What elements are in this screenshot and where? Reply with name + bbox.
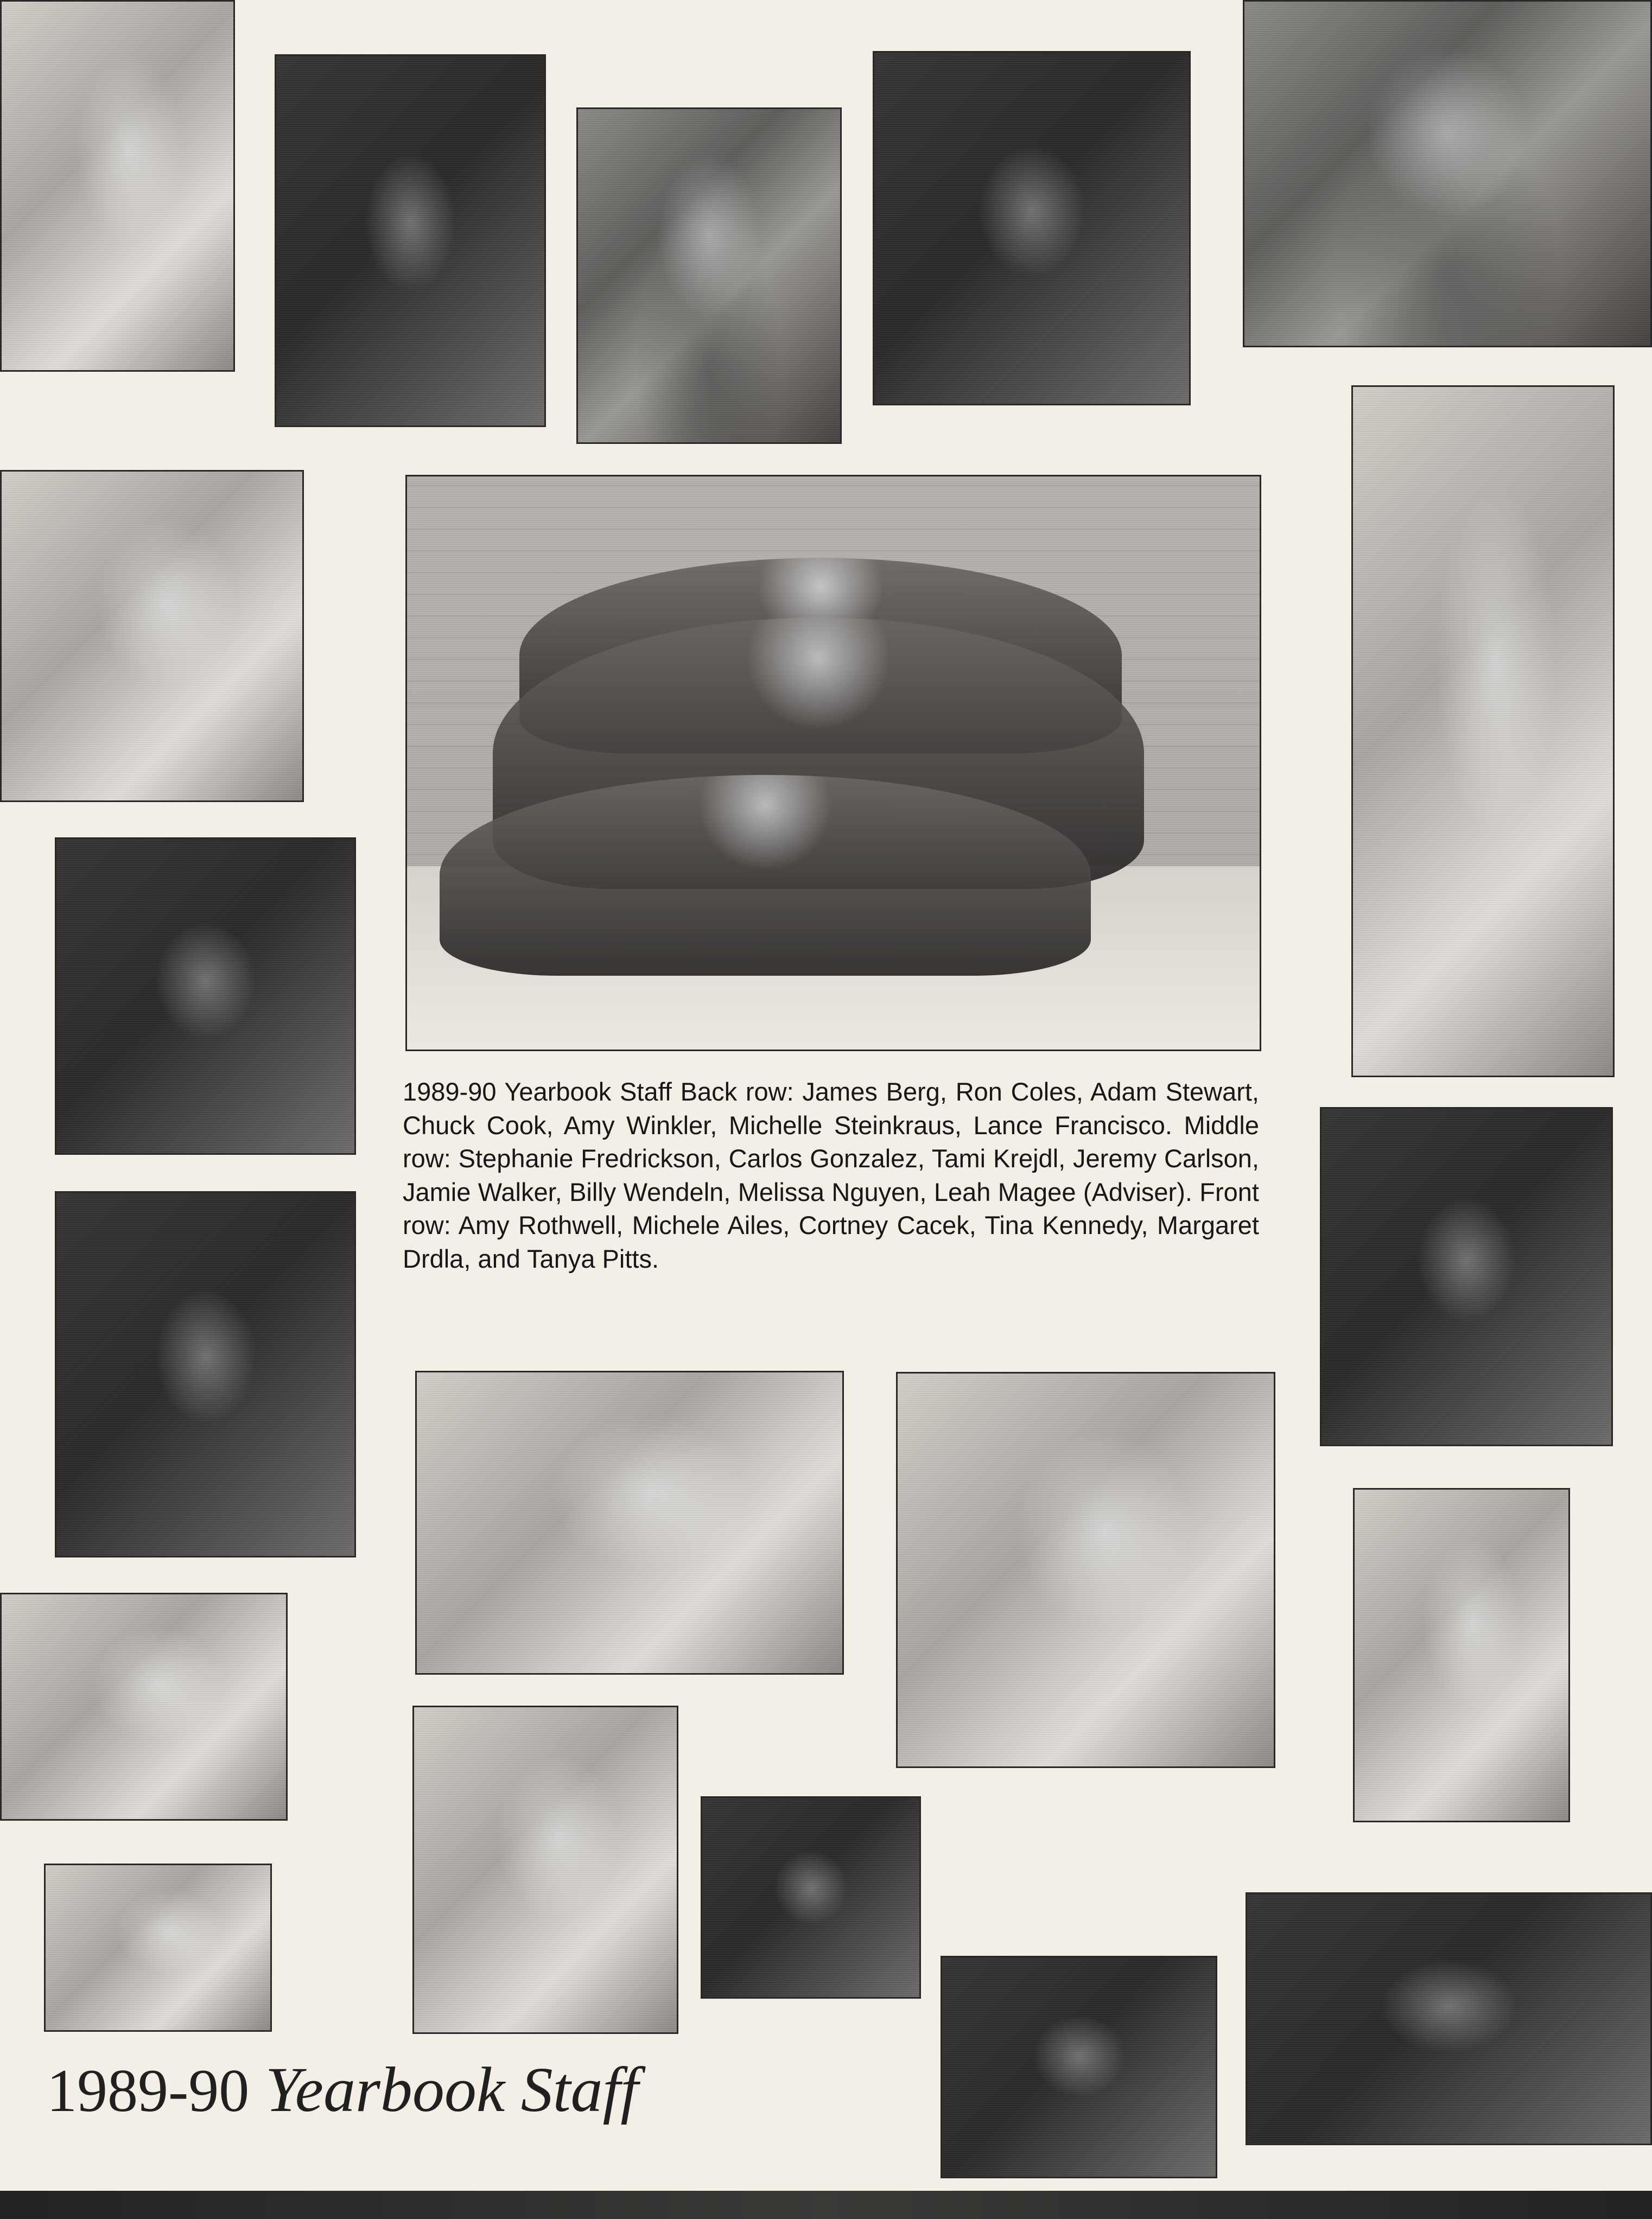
group-front-row	[440, 775, 1091, 976]
yearbook-staff-group-photo	[405, 475, 1261, 1051]
photo-center-students-at-table	[415, 1371, 844, 1675]
photo-left-student-at-desk	[0, 1593, 288, 1821]
photo-right-student-at-desk	[1353, 1488, 1570, 1822]
photo-center-girl-at-desk	[412, 1706, 678, 2034]
photo-top-blonde-student	[576, 107, 842, 444]
photo-bottom-right-student	[1246, 1892, 1652, 2145]
photo-right-student-walking	[1351, 385, 1615, 1077]
photo-left-middle-student	[55, 837, 356, 1155]
page-title	[47, 2054, 730, 2139]
photo-center-right-students-in-classroom	[896, 1372, 1275, 1768]
photo-center-smiling-girl	[701, 1796, 921, 1999]
photo-bottom-woman-with-glasses	[941, 1956, 1217, 2178]
page-bottom-band	[0, 2191, 1652, 2219]
photo-top-left-boy	[0, 0, 235, 372]
photo-top-right-student-with-bear	[1243, 0, 1652, 347]
photo-left-student-leaning	[55, 1191, 356, 1557]
page-title-label: Yearbook Staff	[265, 2054, 639, 2125]
photo-right-portrait	[1320, 1107, 1613, 1446]
photo-left-student-resting	[44, 1864, 272, 2032]
photo-left-upper-student	[0, 470, 304, 802]
photo-top-curly-hair-student	[275, 54, 546, 427]
page-title-year: 1989-90	[47, 2057, 250, 2125]
group-photo-caption: 1989-90 Yearbook Staff Back row: James Berg, Ron Coles, Adam Stewart, Chuck Cook, Amy Winkler, Michelle Steinkraus, Lance Francisco. Middle row: Stephanie Fredrickson, Carlos Gonzalez, Tami Krejdl, Jeremy Carlson, Jamie Walker, Billy Wendeln, Melissa Nguyen, Leah Magee (Adviser). Front row: Amy Rothwell, Michele Ailes, Cortney Cacek, Tina Kennedy, Margaret Drdla, and Tanya Pitts.	[403, 1077, 1259, 1273]
photo-top-portrait-with-glasses	[873, 51, 1191, 405]
